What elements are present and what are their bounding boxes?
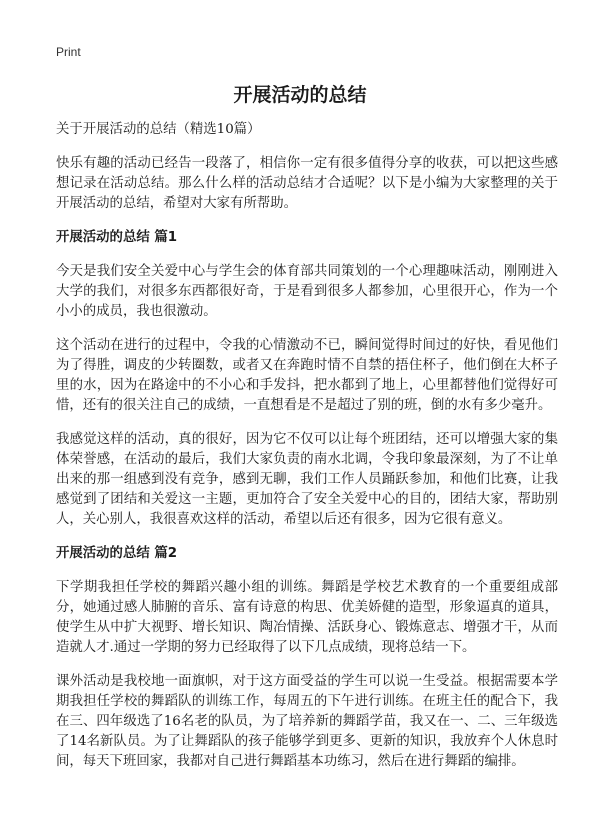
document-body bbox=[56, 120, 558, 786]
section-paragraph: 今天是我们安全关爱中心与学生会的体育部共同策划的一个心理趣味活动，刚刚进入大学的我们，对很多东西都很好奇，于是看到很多人都参加，心里很开心，作为一个小小的成员，我也很激动。 bbox=[56, 264, 558, 319]
section-paragraph: 下学期我担任学校的舞蹈兴趣小组的训练。舞蹈是学校艺术教育的一个重要组成部分，她通过感人肺腑的音乐、富有诗意的构思、优美娇健的造型，形象逼真的道具，使学生从中扩大视野、增长知识、陶冶情操、活跃身心、锻炼意志、增强才干，从而造就人才.通过一学期的努力已经取得了以下几点成绩，现将总结一下。 bbox=[56, 580, 558, 655]
section-heading: 开展活动的总结 篇1 bbox=[56, 230, 178, 245]
document-title: 开展活动的总结 bbox=[233, 84, 367, 106]
section-paragraph: 我感觉这样的活动，真的很好，因为它不仅可以让每个班团结，还可以增强大家的集体荣誉感，在活动的最后，我们大家负责的南水北调，令我印象最深刻，为了不让单出来的那一组感到没有竞争，感到无聊，我们工作人员踊跃参加，和他们比赛，让我感觉到了团结和关爱这一主题，更加符合了安全关爱中心的目的，团结大家，帮助别人，关心别人，我很喜欢这样的活动，希望以后还有很多，因为它很有意义。 bbox=[56, 432, 558, 527]
intro-paragraph: 快乐有趣的活动已经告一段落了，相信你一定有很多值得分享的收获，可以把这些感想记录在活动总结。那么什么样的活动总结才合适呢？以下是小编为大家整理的关于开展活动的总结，希望对大家有所帮助。 bbox=[56, 156, 558, 211]
section-paragraph: 这个活动在进行的过程中，令我的心情激动不已，瞬间觉得时间过的好快，看见他们为了得胜，调皮的少转圈数，或者又在奔跑时情不自禁的捂住杯子，他们倒在大杯子里的水，因为在路途中的不小心和手发抖，把水都到了地上，心里都替他们觉得好可惜，还有的很关注自己的成绩，一直想看是不是超过了别的班，倒的水有多少毫升。 bbox=[56, 338, 558, 413]
section-paragraph: 课外活动是我校地一面旗帜，对于这方面受益的学生可以说一生受益。根据需要本学期我担任学校的舞蹈队的训练工作，每周五的下午进行训练。在班主任的配合下，我在三、四年级选了16名老的队员，为了培养新的舞蹈学苗，我又在一、二、三年级选了14名新队员。为了让舞蹈队的孩子能够学到更多、更新的知识，我放弃个人休息时间，每天下班回家，我都对自己进行舞蹈基本功练习，然后在进行舞蹈的编排。 bbox=[56, 674, 558, 769]
print-link[interactable]: Print bbox=[56, 45, 81, 59]
section-heading: 开展活动的总结 篇2 bbox=[56, 546, 178, 561]
document-subtitle: 关于开展活动的总结（精选10篇） bbox=[56, 122, 261, 137]
